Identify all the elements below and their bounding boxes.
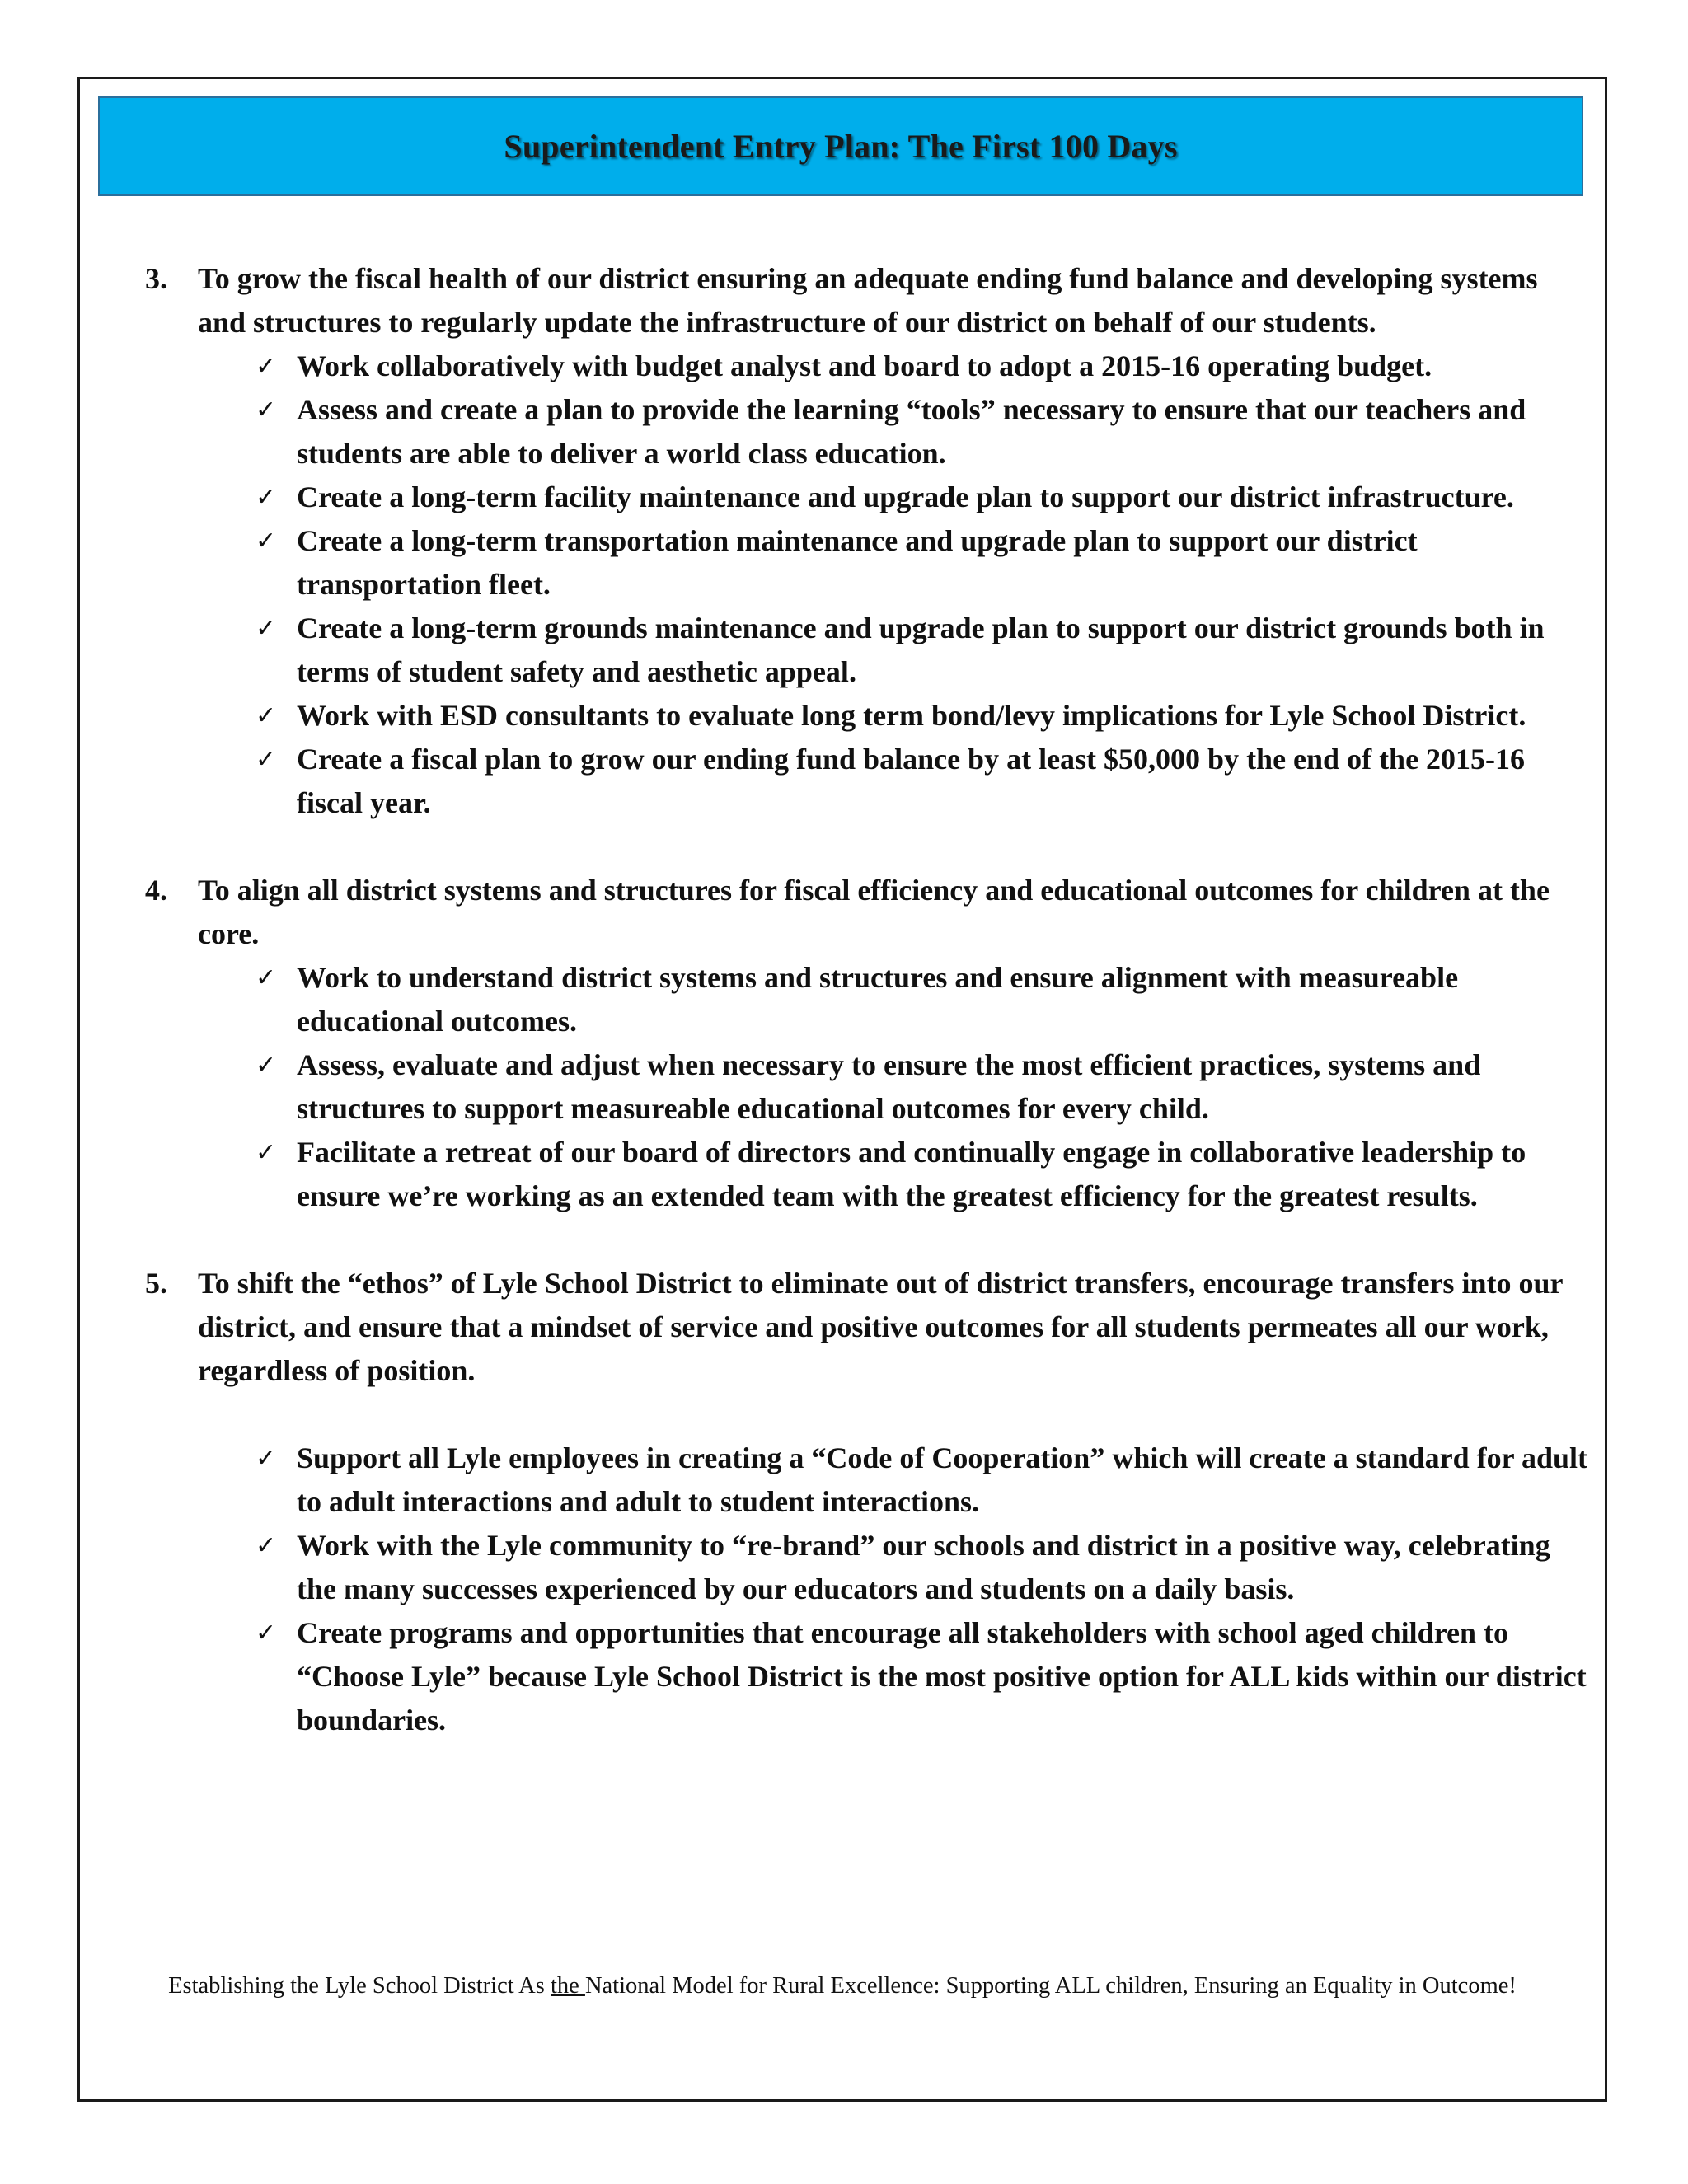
goal-4-checklist — [145, 956, 1587, 1218]
checklist-item-text: Facilitate a retreat of our board of directors and continually engage in collaborative leadership to ensure we’re working as an extended team with the greatest efficiency for the greatest results. — [297, 1136, 1526, 1212]
checklist-item — [249, 1131, 1587, 1218]
checklist-item-text: Support all Lyle employees in creating a “Code of Cooperation” which will create a standard for adult to adult interactions and adult to student interactions. — [297, 1441, 1587, 1518]
checkmark-icon: ✓ — [256, 701, 277, 730]
checklist-item — [249, 607, 1587, 694]
checklist-item — [249, 476, 1587, 519]
checklist-item — [249, 1436, 1587, 1524]
checklist-item-text: Create a long-term grounds maintenance and upgrade plan to support our district grounds both in terms of student safety and aesthetic appeal. — [297, 612, 1545, 688]
footer-text-underlined: the — [550, 1973, 585, 1999]
document-body — [145, 257, 1587, 1742]
checklist-item-text: Create a long-term transportation maintenance and upgrade plan to support our district transportation fleet. — [297, 524, 1418, 601]
footer-tagline — [77, 1973, 1607, 1999]
goal-heading — [145, 869, 1587, 956]
checkmark-icon: ✓ — [256, 352, 277, 381]
checkmark-icon: ✓ — [256, 1138, 277, 1167]
checklist-item — [249, 694, 1587, 738]
goal-heading — [145, 257, 1587, 344]
checklist-item — [249, 1611, 1587, 1742]
checklist-item-text: Work with ESD consultants to evaluate long term bond/levy implications for Lyle School District. — [297, 699, 1526, 732]
checkmark-icon: ✓ — [256, 483, 277, 512]
checkmark-icon: ✓ — [256, 527, 277, 555]
spacer — [145, 1393, 1587, 1436]
goal-5 — [145, 1262, 1587, 1742]
goal-text: To grow the fiscal health of our district ensuring an adequate ending fund balance and developing systems and structures to regularly update the infrastructure of our district on behalf of our students. — [198, 262, 1538, 339]
checkmark-icon: ✓ — [256, 1619, 277, 1647]
checklist-item-text: Create a fiscal plan to grow our ending fund balance by at least $50,000 by the end of the 2015-16 fiscal year. — [297, 743, 1526, 819]
footer-text-before: Establishing the Lyle School District As — [168, 1973, 551, 1999]
goal-text: To shift the “ethos” of Lyle School District to eliminate out of district transfers, encourage transfers into our district, and ensure that a mindset of service and positive outcomes for all students permeates all our work, regardless of position. — [198, 1267, 1563, 1387]
checklist-item — [249, 388, 1587, 476]
checkmark-icon: ✓ — [256, 963, 277, 992]
checklist-item — [249, 738, 1587, 825]
goal-4 — [145, 869, 1587, 1218]
checkmark-icon: ✓ — [256, 745, 277, 774]
goal-5-checklist — [145, 1436, 1587, 1742]
checkmark-icon: ✓ — [256, 1531, 277, 1560]
checklist-item-text: Work to understand district systems and structures and ensure alignment with measureable educational outcomes. — [297, 961, 1459, 1038]
goal-number: 5. — [145, 1267, 167, 1300]
footer-text-after: National Model for Rural Excellence: Supporting ALL children, Ensuring an Equality in Outcome! — [584, 1973, 1517, 1999]
checklist-item — [249, 1524, 1587, 1611]
goal-number: 3. — [145, 262, 167, 295]
checklist-item-text: Assess, evaluate and adjust when necessary to ensure the most efficient practices, systems and structures to support measureable educational outcomes for every child. — [297, 1048, 1481, 1125]
goal-heading — [145, 1262, 1587, 1393]
goal-number: 4. — [145, 874, 167, 907]
page-title: Superintendent Entry Plan: The First 100 Days — [504, 128, 1178, 165]
checklist-item — [249, 1043, 1587, 1131]
checkmark-icon: ✓ — [256, 614, 277, 643]
checklist-item-text: Work collaboratively with budget analyst and board to adopt a 2015-16 operating budget. — [297, 349, 1432, 382]
title-banner — [98, 96, 1583, 196]
checkmark-icon: ✓ — [256, 1051, 277, 1080]
goal-3-checklist — [145, 344, 1587, 825]
checklist-item-text: Create programs and opportunities that encourage all stakeholders with school aged children to “Choose Lyle” because Lyle School District is the most positive option for ALL kids within our district boundaries. — [297, 1616, 1587, 1736]
goal-text: To align all district systems and structures for fiscal efficiency and educational outcomes for children at the core. — [198, 874, 1550, 950]
checklist-item-text: Create a long-term facility maintenance and upgrade plan to support our district infrastructure. — [297, 480, 1514, 513]
checklist-item — [249, 519, 1587, 607]
checklist-item — [249, 344, 1587, 388]
checklist-item — [249, 956, 1587, 1043]
goal-3 — [145, 257, 1587, 825]
checklist-item-text: Work with the Lyle community to “re-brand” our schools and district in a positive way, celebrating the many successes experienced by our educators and students on a daily basis. — [297, 1529, 1550, 1605]
checklist-item-text: Assess and create a plan to provide the learning “tools” necessary to ensure that our teachers and students are able to deliver a world class education. — [297, 393, 1526, 470]
checkmark-icon: ✓ — [256, 1444, 277, 1473]
checkmark-icon: ✓ — [256, 396, 277, 424]
